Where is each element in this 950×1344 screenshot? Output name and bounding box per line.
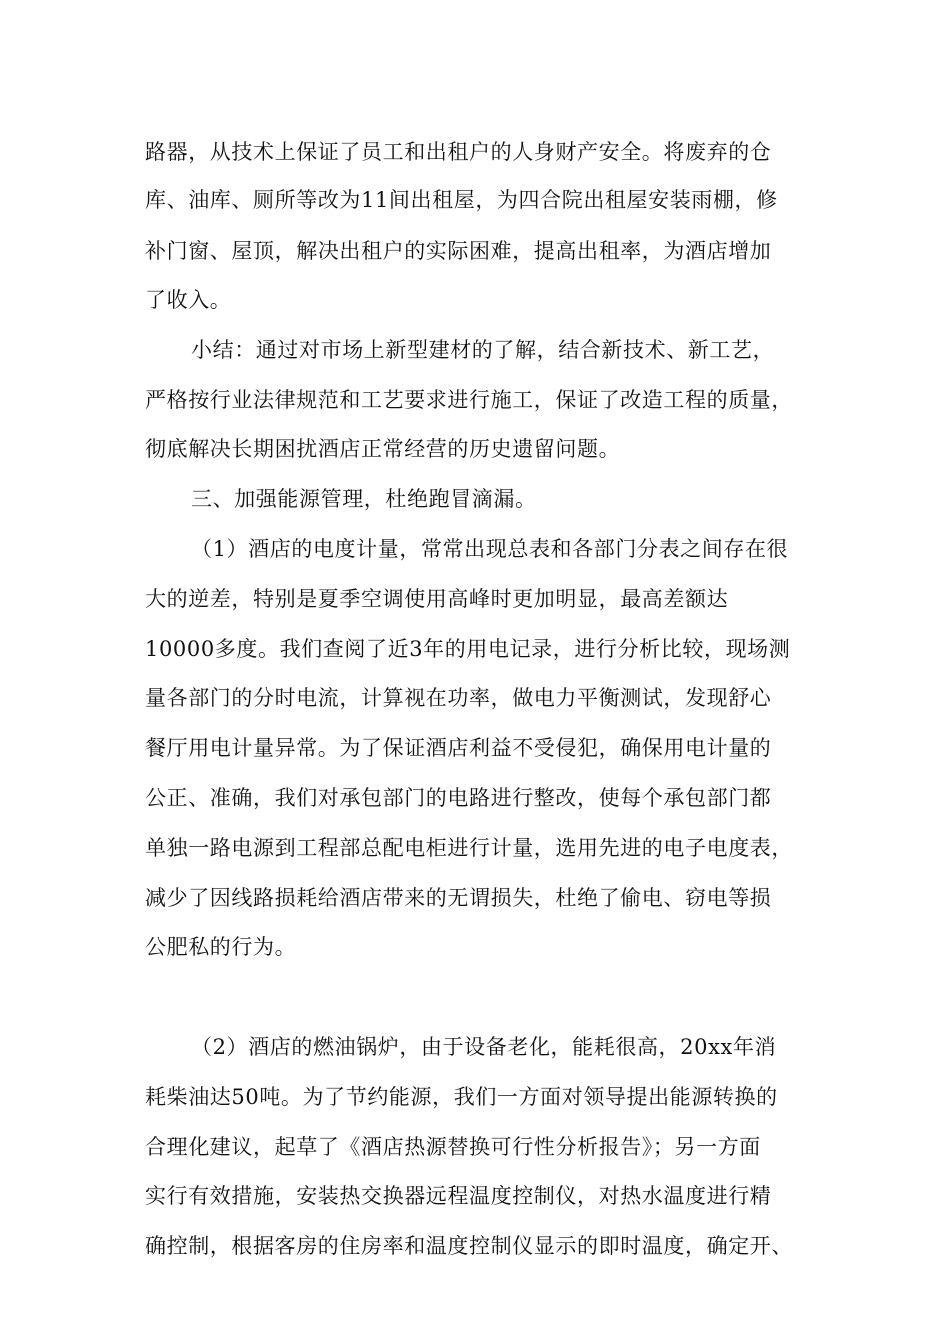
text-line: 严格按行业法律规范和工艺要求进行施工，保证了改造工程的质量， (145, 388, 793, 412)
text-line: 公正、准确，我们对承包部门的电路进行整改，使每个承包部门都 (145, 786, 772, 810)
text-line: 单独一路电源到工程部总配电柜进行计量，选用先进的电子电度表， (145, 836, 793, 860)
text-line: （1）酒店的电度计量，常常出现总表和各部门分表之间存在很 (191, 537, 789, 561)
text-line: 大的逆差，特别是夏季空调使用高峰时更加明显，最高差额达 (145, 587, 729, 611)
text-line: 量各部门的分时电流，计算视在功率，做电力平衡测试，发现舒心 (145, 686, 772, 710)
text-line: 补门窗、屋顶，解决出租户的实际困难，提高出租率，为酒店增加 (145, 239, 772, 263)
text-line: （2）酒店的燃油锅炉，由于设备老化，能耗很高，20xx年消 (191, 1035, 777, 1059)
text-line: 10000多度。我们查阅了近3年的用电记录，进行分析比较，现场测 (145, 637, 791, 661)
text-line: 库、油库、厕所等改为11间出租屋，为四合院出租屋安装雨棚，修 (145, 188, 778, 212)
section-heading: 三、加强能源管理，杜绝跑冒滴漏。 (191, 487, 537, 511)
text-line: 了收入。 (145, 288, 232, 312)
text-line: 实行有效措施，安装热交换器远程温度控制仪，对热水温度进行精 (145, 1184, 772, 1208)
text-line: 确控制，根据客房的住房率和温度控制仪显示的即时温度，确定开、 (145, 1234, 793, 1258)
text-line: 公肥私的行为。 (145, 935, 297, 959)
text-line: 餐厅用电计量异常。为了保证酒店利益不受侵犯，确保用电计量的 (145, 736, 772, 760)
text-line: 合理化建议，起草了《酒店热源替换可行性分析报告》；另一方面 (145, 1135, 761, 1159)
text-line: 小结：通过对市场上新型建材的了解，结合新技术、新工艺， (191, 338, 775, 362)
text-line: 减少了因线路损耗给酒店带来的无谓损失，杜绝了偷电、窃电等损 (145, 886, 772, 910)
text-line: 彻底解决长期困扰酒店正常经营的历史遗留问题。 (145, 437, 621, 461)
text-line: 耗柴油达50吨。为了节约能源，我们一方面对领导提出能源转换的 (145, 1085, 778, 1109)
text-line: 路器，从技术上保证了员工和出租户的人身财产安全。将废弃的仓 (145, 140, 772, 164)
